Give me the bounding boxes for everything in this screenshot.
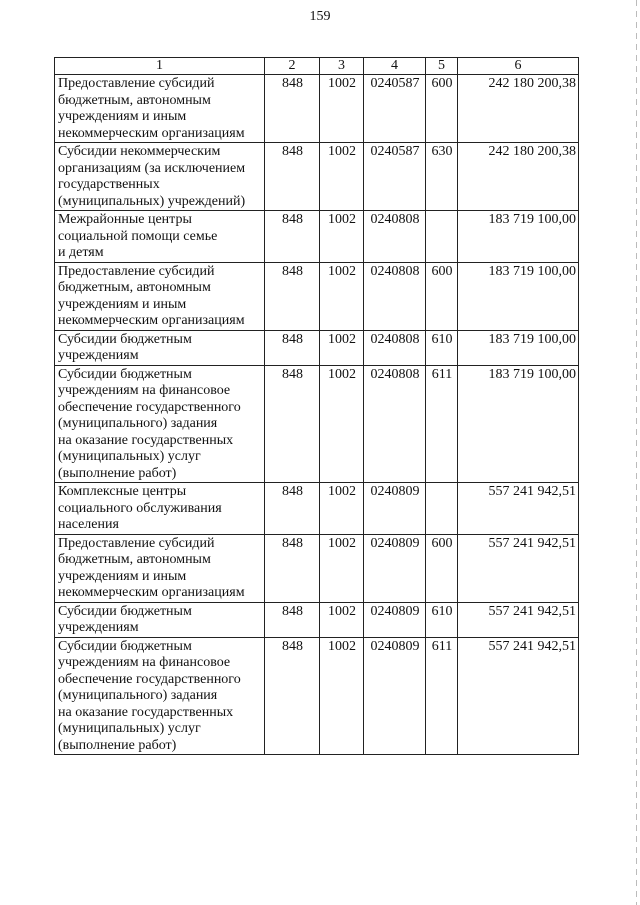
row-name-line: (муниципальных) учреждений) — [58, 193, 246, 209]
amount: 557 241 942,51 — [458, 483, 579, 535]
section-code: 1002 — [320, 637, 364, 755]
ministry-code: 848 — [265, 534, 320, 602]
target-article-code: 0240808 — [364, 330, 426, 365]
table-row — [55, 637, 579, 755]
row-name-line: Комплексные центры — [58, 484, 187, 499]
table-row — [55, 365, 579, 483]
amount: 242 180 200,38 — [458, 75, 579, 143]
target-article-code: 0240587 — [364, 143, 426, 211]
table-row — [55, 143, 579, 211]
row-name-line: некоммерческим организациям — [58, 125, 245, 141]
row-name-line: (муниципального) задания — [58, 688, 218, 703]
expense-type-code: 600 — [426, 75, 458, 143]
row-name-line: обеспечение государственного — [58, 671, 241, 687]
target-article-code: 0240809 — [364, 637, 426, 755]
row-name-line: бюджетным, автономным — [58, 92, 211, 108]
page-number: 159 — [309, 9, 331, 24]
row-name — [55, 330, 265, 365]
row-name — [55, 75, 265, 143]
ministry-code: 848 — [265, 211, 320, 263]
table-row — [55, 262, 579, 330]
row-name-line: (муниципального) задания — [58, 416, 218, 431]
header-col-5: 5 — [426, 58, 458, 75]
section-code: 1002 — [320, 143, 364, 211]
expense-type-code: 611 — [426, 637, 458, 755]
row-name-line: учреждениям — [58, 348, 139, 363]
ministry-code: 848 — [265, 75, 320, 143]
row-name — [55, 637, 265, 755]
row-name-line: некоммерческим организациям — [58, 585, 245, 600]
expense-type-code: 610 — [426, 330, 458, 365]
header-col-4: 4 — [364, 58, 426, 75]
row-name — [55, 534, 265, 602]
row-name-line: на оказание государственных — [58, 704, 234, 720]
table-body — [55, 75, 579, 755]
row-name — [55, 365, 265, 483]
row-name-line: учреждениям — [58, 620, 139, 635]
row-name-line: учреждениям и иным — [58, 568, 187, 584]
target-article-code: 0240808 — [364, 262, 426, 330]
row-name-line: Субсидии бюджетным — [58, 603, 192, 619]
row-name-line: государственных — [58, 177, 160, 192]
expense-type-code: 600 — [426, 534, 458, 602]
section-code: 1002 — [320, 534, 364, 602]
table-row — [55, 602, 579, 637]
row-name-line: Предоставление субсидий — [58, 76, 215, 91]
row-name-line: Субсидии некоммерческим — [58, 144, 221, 159]
amount: 183 719 100,00 — [458, 365, 579, 483]
amount: 183 719 100,00 — [458, 262, 579, 330]
amount: 557 241 942,51 — [458, 637, 579, 755]
section-code: 1002 — [320, 211, 364, 263]
target-article-code: 0240809 — [364, 534, 426, 602]
row-name-line: Субсидии бюджетным — [58, 366, 192, 382]
section-code: 1002 — [320, 75, 364, 143]
row-name-line: Субсидии бюджетным — [58, 331, 192, 347]
row-name — [55, 602, 265, 637]
row-name-line: социального обслуживания — [58, 500, 222, 516]
row-name-line: Межрайонные центры — [58, 212, 192, 227]
header-col-1: 1 — [55, 58, 265, 75]
row-name-line: Субсидии бюджетным — [58, 638, 192, 654]
expense-type-code: 611 — [426, 365, 458, 483]
header-col-6: 6 — [458, 58, 579, 75]
row-name-line: Предоставление субсидий — [58, 535, 215, 551]
row-name-line: бюджетным, автономным — [58, 552, 211, 567]
section-code: 1002 — [320, 330, 364, 365]
row-name-line: организациям (за исключением — [58, 160, 246, 176]
budget-table — [54, 57, 579, 755]
row-name-line: обеспечение государственного — [58, 399, 241, 415]
ministry-code: 848 — [265, 365, 320, 483]
amount: 183 719 100,00 — [458, 330, 579, 365]
row-name-line: (муниципальных) услуг — [58, 449, 201, 464]
row-name — [55, 262, 265, 330]
row-name-line: и детям — [58, 245, 104, 260]
row-name — [55, 483, 265, 535]
row-name-line: бюджетным, автономным — [58, 280, 211, 295]
section-code: 1002 — [320, 365, 364, 483]
row-name-line: социальной помощи семье — [58, 228, 218, 244]
amount: 242 180 200,38 — [458, 143, 579, 211]
header-row — [55, 58, 579, 75]
row-name-line: Предоставление субсидий — [58, 263, 215, 279]
target-article-code: 0240587 — [364, 75, 426, 143]
section-code: 1002 — [320, 262, 364, 330]
row-name-line: (выполнение работ) — [58, 737, 177, 753]
target-article-code: 0240808 — [364, 365, 426, 483]
table-row — [55, 211, 579, 263]
row-name-line: учреждениям и иным — [58, 296, 187, 312]
row-name-line: учреждениям на финансовое — [58, 655, 231, 670]
header-col-3: 3 — [320, 58, 364, 75]
scan-edge — [636, 0, 637, 905]
target-article-code: 0240809 — [364, 483, 426, 535]
row-name — [55, 211, 265, 263]
expense-type-code: 600 — [426, 262, 458, 330]
ministry-code: 848 — [265, 143, 320, 211]
expense-type-code — [426, 483, 458, 535]
row-name-line: на оказание государственных — [58, 432, 234, 448]
expense-type-code — [426, 211, 458, 263]
ministry-code: 848 — [265, 262, 320, 330]
target-article-code: 0240809 — [364, 602, 426, 637]
table-row — [55, 75, 579, 143]
amount: 557 241 942,51 — [458, 602, 579, 637]
section-code: 1002 — [320, 602, 364, 637]
ministry-code: 848 — [265, 602, 320, 637]
table-row — [55, 330, 579, 365]
table-row — [55, 534, 579, 602]
row-name-line: некоммерческим организациям — [58, 313, 245, 328]
ministry-code: 848 — [265, 637, 320, 755]
row-name-line: (муниципальных) услуг — [58, 721, 201, 736]
amount: 557 241 942,51 — [458, 534, 579, 602]
ministry-code: 848 — [265, 483, 320, 535]
ministry-code: 848 — [265, 330, 320, 365]
expense-type-code: 610 — [426, 602, 458, 637]
row-name-line: (выполнение работ) — [58, 465, 177, 481]
row-name-line: учреждениям на финансовое — [58, 383, 231, 398]
row-name-line: учреждениям и иным — [58, 109, 187, 124]
header-col-2: 2 — [265, 58, 320, 75]
section-code: 1002 — [320, 483, 364, 535]
target-article-code: 0240808 — [364, 211, 426, 263]
row-name — [55, 143, 265, 211]
row-name-line: населения — [58, 517, 119, 532]
table-row — [55, 483, 579, 535]
amount: 183 719 100,00 — [458, 211, 579, 263]
expense-type-code: 630 — [426, 143, 458, 211]
